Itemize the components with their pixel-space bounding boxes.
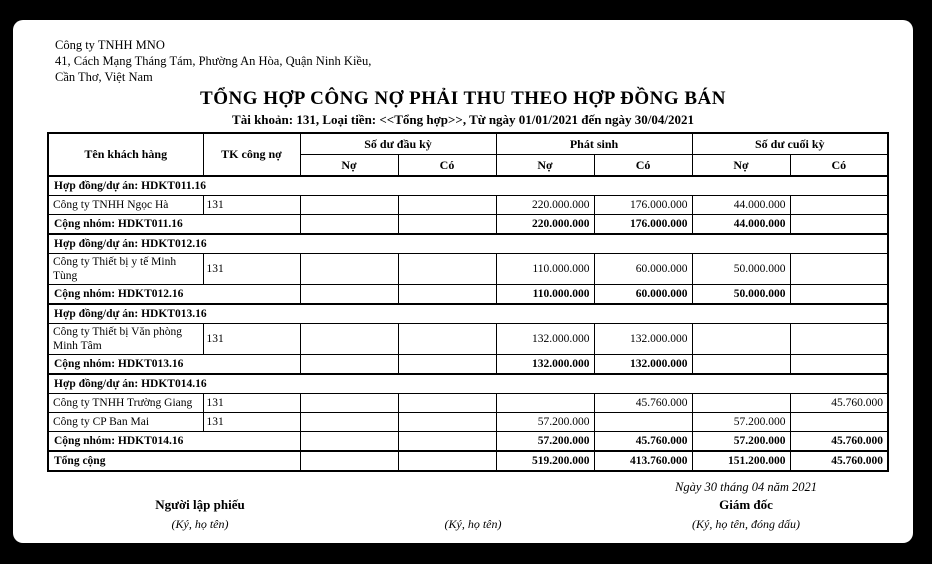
preparer-title: Người lập phiếu (155, 497, 245, 512)
document-page (13, 20, 913, 543)
company-address-line1: 41, Cách Mạng Tháng Tám, Phường An Hòa, Quận Ninh Kiều, (55, 54, 372, 68)
customer-name-cell: Công ty CP Ban Mai (48, 413, 203, 432)
amount-cell: 132.000.000 (496, 324, 594, 355)
customer-name-cell: Công ty Thiết bị y tế Minh Tùng (48, 254, 203, 285)
amount-cell (300, 394, 398, 413)
group-total-amount-cell (300, 215, 398, 235)
report-subtitle: Tài khoản: 131, Loại tiền: <<Tổng hợp>>, Từ ngày 01/01/2021 đến ngày 30/04/2021 (232, 112, 694, 127)
amount-cell: 60.000.000 (594, 254, 692, 285)
group-total-amount-cell: 132.000.000 (594, 355, 692, 375)
group-total-row (48, 355, 888, 375)
customer-name-cell: Công ty TNHH Trường Giang (48, 394, 203, 413)
col-header-opening-balance: Số dư đầu kỳ (300, 133, 496, 155)
company-address-line2: Cần Thơ, Việt Nam (55, 70, 153, 84)
group-header-label: Hợp đồng/dự án: HDKT014.16 (48, 374, 888, 394)
col-header-opening-debit: Nợ (300, 155, 398, 177)
group-header-row (48, 176, 888, 196)
group-total-amount-cell (398, 355, 496, 375)
group-total-amount-cell: 45.760.000 (790, 432, 888, 452)
group-total-row (48, 215, 888, 235)
col-header-customer: Tên khách hàng (48, 133, 203, 176)
amount-cell (790, 254, 888, 285)
grand-total-amount-cell (300, 451, 398, 471)
amount-cell (594, 413, 692, 432)
amount-cell: 132.000.000 (594, 324, 692, 355)
customer-row (48, 394, 888, 413)
group-total-amount-cell: 50.000.000 (692, 285, 790, 305)
amount-cell: 50.000.000 (692, 254, 790, 285)
group-header-row (48, 304, 888, 324)
grand-total-label: Tổng cộng (48, 451, 300, 471)
group-total-amount-cell (300, 355, 398, 375)
amount-cell (300, 413, 398, 432)
group-header-row (48, 234, 888, 254)
group-total-amount-cell (398, 432, 496, 452)
signature-block-preparer (100, 478, 300, 532)
col-header-account: TK công nợ (203, 133, 300, 176)
group-total-row (48, 432, 888, 452)
account-cell: 131 (203, 254, 300, 285)
group-total-amount-cell: 44.000.000 (692, 215, 790, 235)
group-total-amount-cell: 220.000.000 (496, 215, 594, 235)
amount-cell (300, 254, 398, 285)
signature-footer (13, 472, 913, 564)
amount-cell (790, 324, 888, 355)
director-sign-note: (Ký, họ tên, đóng dấu) (692, 517, 800, 531)
amount-cell (692, 324, 790, 355)
middle-title (373, 496, 573, 514)
account-cell: 131 (203, 196, 300, 215)
amount-cell (790, 413, 888, 432)
director-title: Giám đốc (719, 497, 773, 512)
group-total-amount-cell (790, 215, 888, 235)
amount-cell (300, 196, 398, 215)
group-total-amount-cell (692, 355, 790, 375)
customer-name-cell: Công ty Thiết bị Văn phòng Minh Tâm (48, 324, 203, 355)
grand-total-amount-cell: 45.760.000 (790, 451, 888, 471)
amount-cell (790, 196, 888, 215)
table-body (48, 176, 888, 471)
preparer-sign-note: (Ký, họ tên) (171, 517, 229, 531)
amount-cell: 45.760.000 (790, 394, 888, 413)
company-name: Công ty TNHH MNO (55, 38, 165, 52)
group-total-amount-cell: 60.000.000 (594, 285, 692, 305)
table-header (48, 133, 888, 176)
col-header-closing-debit: Nợ (692, 155, 790, 177)
customer-row (48, 196, 888, 215)
col-header-period-credit: Có (594, 155, 692, 177)
signature-date-spacer (100, 478, 300, 496)
group-total-amount-cell (790, 355, 888, 375)
report-date-line: Ngày 30 tháng 04 năm 2021 (674, 480, 817, 494)
company-info (55, 37, 913, 85)
signature-block-director (636, 478, 856, 532)
grand-total-row (48, 451, 888, 471)
signature-date-spacer (373, 478, 573, 496)
group-header-row (48, 374, 888, 394)
group-total-amount-cell: 45.760.000 (594, 432, 692, 452)
amount-cell: 220.000.000 (496, 196, 594, 215)
group-total-amount-cell (398, 285, 496, 305)
amount-cell (300, 324, 398, 355)
amount-cell (398, 413, 496, 432)
amount-cell: 57.200.000 (496, 413, 594, 432)
signature-block-middle (373, 478, 573, 532)
account-cell: 131 (203, 394, 300, 413)
col-header-closing-balance: Số dư cuối kỳ (692, 133, 888, 155)
account-cell: 131 (203, 413, 300, 432)
col-header-closing-credit: Có (790, 155, 888, 177)
table-header-row-1 (48, 133, 888, 155)
customer-row (48, 324, 888, 355)
grand-total-amount-cell: 519.200.000 (496, 451, 594, 471)
amount-cell: 45.760.000 (594, 394, 692, 413)
group-header-label: Hợp đồng/dự án: HDKT011.16 (48, 176, 888, 196)
grand-total-amount-cell: 413.760.000 (594, 451, 692, 471)
amount-cell (398, 394, 496, 413)
group-total-label: Cộng nhóm: HDKT012.16 (48, 285, 300, 305)
amount-cell (398, 196, 496, 215)
group-total-amount-cell (398, 215, 496, 235)
amount-cell: 176.000.000 (594, 196, 692, 215)
group-total-amount-cell (790, 285, 888, 305)
col-header-period-activity: Phát sinh (496, 133, 692, 155)
amount-cell (398, 324, 496, 355)
group-total-amount-cell (300, 432, 398, 452)
group-header-label: Hợp đồng/dự án: HDKT012.16 (48, 234, 888, 254)
amount-cell: 44.000.000 (692, 196, 790, 215)
report-title: TỔNG HỢP CÔNG NỢ PHẢI THU THEO HỢP ĐỒNG BÁN (200, 88, 726, 109)
group-total-amount-cell (300, 285, 398, 305)
col-header-period-debit: Nợ (496, 155, 594, 177)
middle-sign-note: (Ký, họ tên) (444, 517, 502, 531)
amount-cell: 57.200.000 (692, 413, 790, 432)
amount-cell: 110.000.000 (496, 254, 594, 285)
receivables-summary-table (47, 132, 889, 472)
group-total-amount-cell: 110.000.000 (496, 285, 594, 305)
grand-total-amount-cell: 151.200.000 (692, 451, 790, 471)
grand-total-amount-cell (398, 451, 496, 471)
group-total-amount-cell: 57.200.000 (692, 432, 790, 452)
customer-row (48, 413, 888, 432)
customer-row (48, 254, 888, 285)
group-header-label: Hợp đồng/dự án: HDKT013.16 (48, 304, 888, 324)
group-total-label: Cộng nhóm: HDKT011.16 (48, 215, 300, 235)
group-total-amount-cell: 57.200.000 (496, 432, 594, 452)
col-header-opening-credit: Có (398, 155, 496, 177)
amount-cell (398, 254, 496, 285)
customer-name-cell: Công ty TNHH Ngọc Hà (48, 196, 203, 215)
group-total-amount-cell: 176.000.000 (594, 215, 692, 235)
group-total-amount-cell: 132.000.000 (496, 355, 594, 375)
group-total-label: Cộng nhóm: HDKT013.16 (48, 355, 300, 375)
group-total-row (48, 285, 888, 305)
group-total-label: Cộng nhóm: HDKT014.16 (48, 432, 300, 452)
amount-cell (496, 394, 594, 413)
amount-cell (692, 394, 790, 413)
account-cell: 131 (203, 324, 300, 355)
